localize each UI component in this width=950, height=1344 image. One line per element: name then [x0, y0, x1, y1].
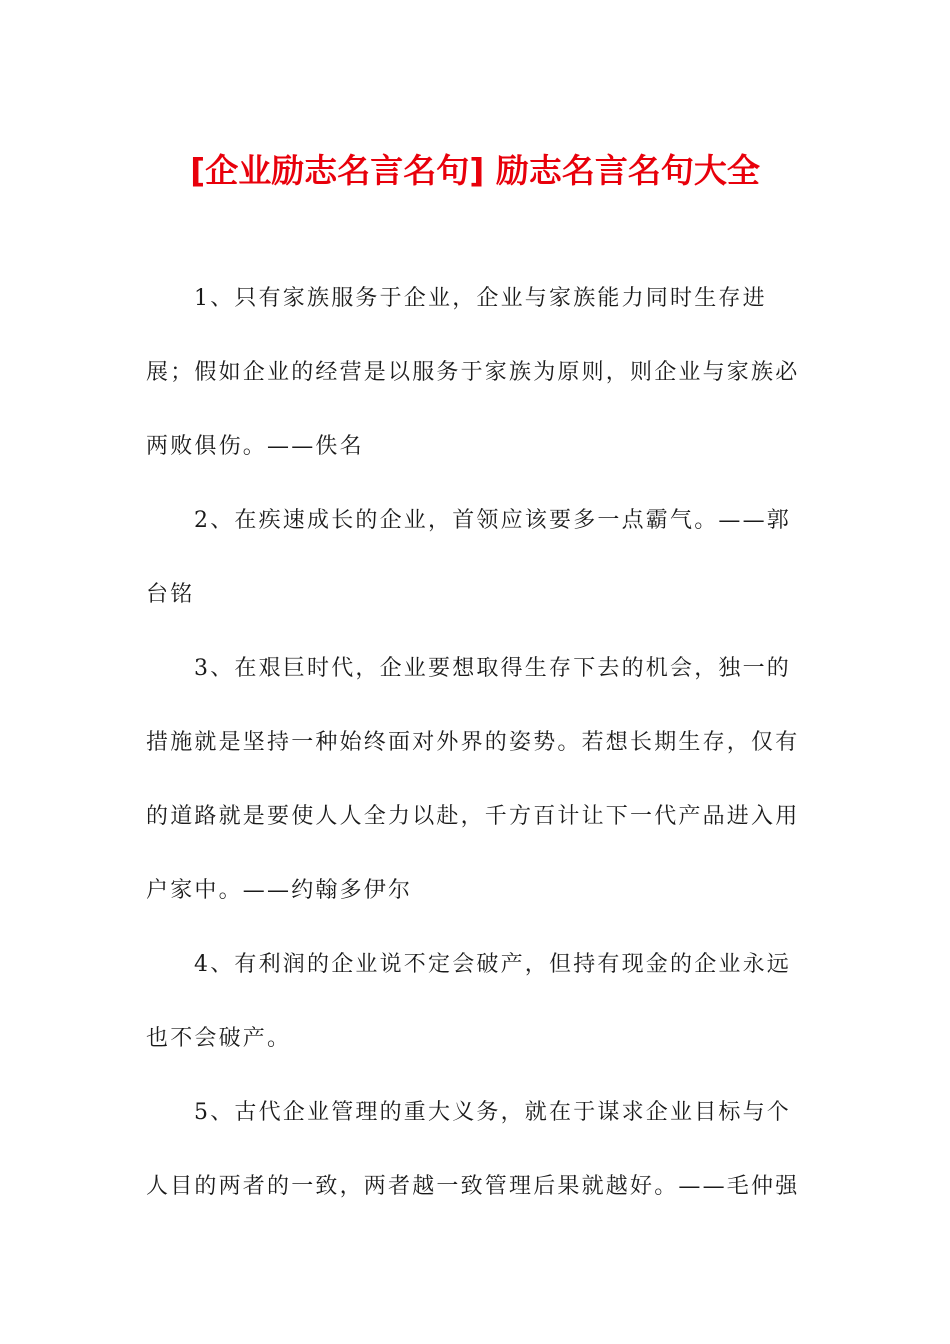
document-title: [企业励志名言名句] 励志名言名句大全: [190, 151, 760, 190]
quote-paragraph-1: 1、只有家族服务于企业，企业与家族能力同时生存进展；假如企业的经营是以服务于家族为原则，则企业与家族必两败俱伤。——佚名: [146, 286, 800, 459]
quote-paragraph-3: 3、在艰巨时代，企业要想取得生存下去的机会，独一的措施就是坚持一种始终面对外界的姿势。若想长期生存，仅有的道路就是要使人人全力以赴，千方百计让下一代产品进入用户家中。——约翰多伊尔: [146, 656, 800, 903]
quote-paragraph-2: 2、在疾速成长的企业，首领应该要多一点霸气。——郭台铭: [146, 508, 791, 607]
document-body: [146, 262, 806, 1224]
quote-paragraph-4: 4、有利润的企业说不定会破产，但持有现金的企业永远也不会破产。: [146, 952, 791, 1051]
quote-paragraph-5: 5、古代企业管理的重大义务，就在于谋求企业目标与个人目的两者的一致，两者越一致管理后果就越好。——毛仲强: [146, 1100, 800, 1199]
